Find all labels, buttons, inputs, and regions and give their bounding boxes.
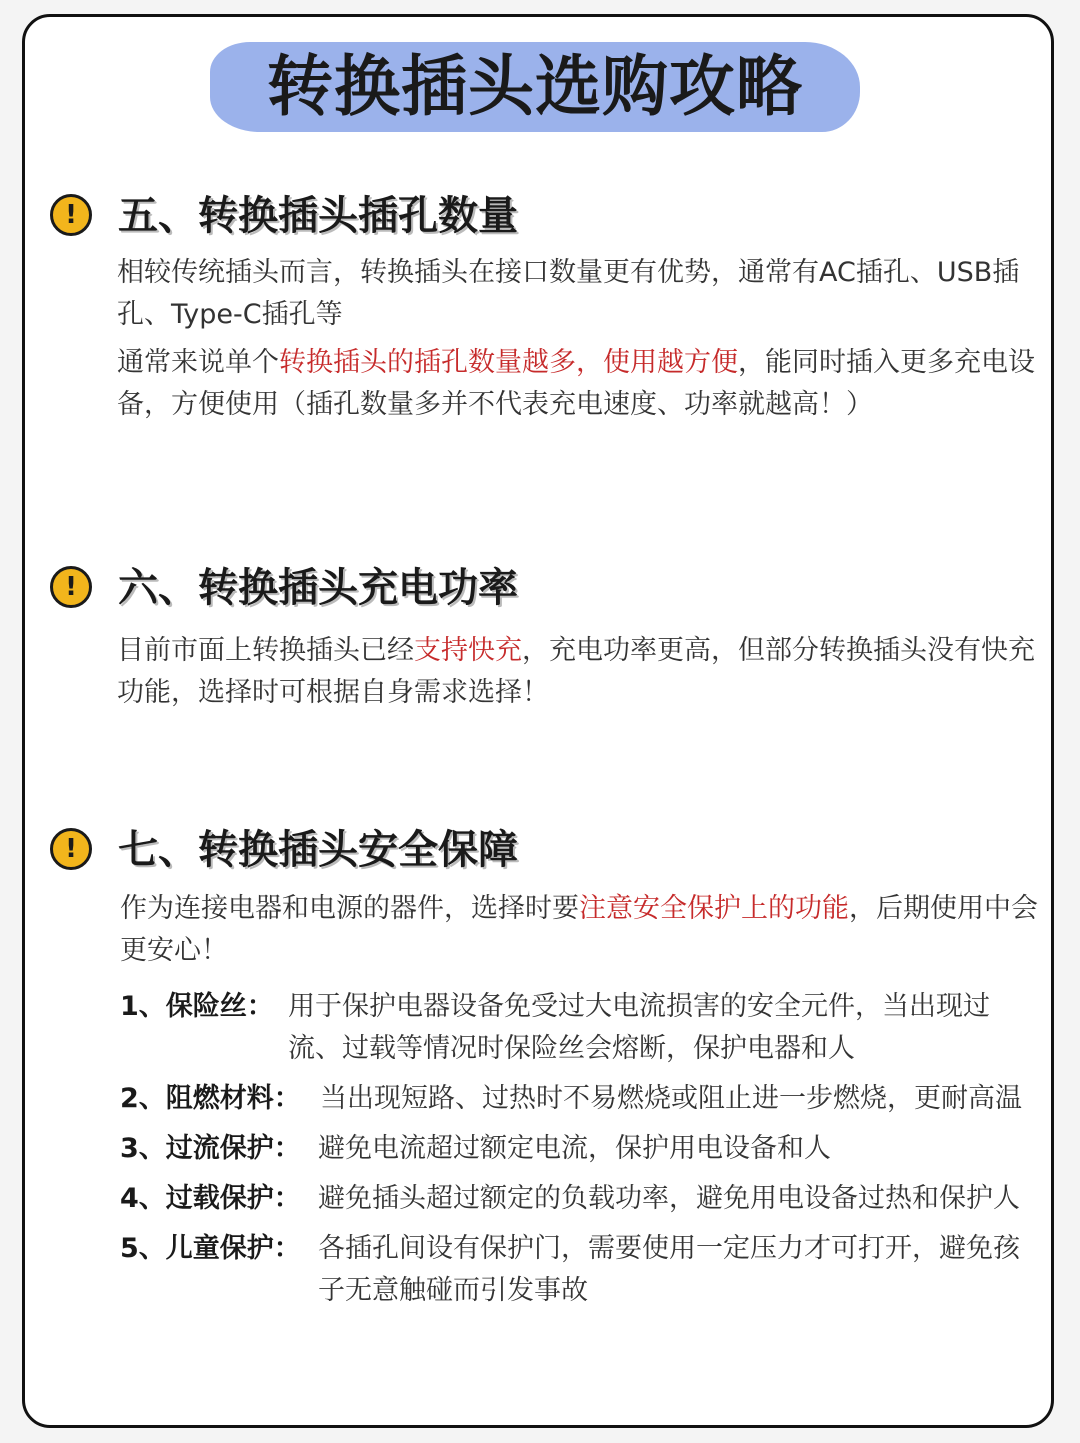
warning-icon: ! <box>50 194 92 236</box>
section-paragraph <box>117 630 1040 714</box>
item-label: 1、保险丝： <box>120 991 274 1022</box>
list-item <box>120 1078 1040 1120</box>
paragraph-text: 作为连接电器和电源的器件，选择时要 <box>120 893 579 924</box>
section-paragraph <box>120 888 1040 972</box>
safety-feature-list <box>120 986 1040 1312</box>
warning-icon: ! <box>50 828 92 870</box>
highlighted-text: 转换插头的插孔数量越多，使用越方便 <box>279 347 738 378</box>
page-title: 转换插头选购攻略 <box>267 48 803 125</box>
section-heading: 五、转换插头插孔数量 <box>118 193 518 239</box>
list-item <box>120 986 1040 1070</box>
item-label: 2、阻燃材料： <box>120 1083 301 1114</box>
list-item <box>120 1128 1040 1170</box>
list-item <box>120 1178 1040 1220</box>
section-heading: 七、转换插头安全保障 <box>118 827 518 873</box>
section-heading: 六、转换插头充电功率 <box>118 565 518 611</box>
item-text: 当出现短路、过热时不易燃烧或阻止进一步燃烧，更耐高温 <box>320 1083 1022 1114</box>
paragraph-text: ，后期使用中会更安心！ <box>120 893 1038 966</box>
paragraph-text: 通常来说单个 <box>117 347 279 378</box>
highlighted-text: 注意安全保护上的功能 <box>579 893 849 924</box>
item-text: 用于保护电器设备免受过大电流损害的安全元件，当出现过流、过载等情况时保险丝会熔断，保护电器和人 <box>288 991 990 1064</box>
section-charging-power <box>50 562 1040 720</box>
highlighted-text: 支持快充 <box>414 635 522 666</box>
item-text: 避免插头超过额定的负载功率，避免用电设备过热和保护人 <box>318 1183 1020 1214</box>
section-safety <box>50 824 1040 1320</box>
item-label: 4、过载保护： <box>120 1183 301 1214</box>
item-text: 避免电流超过额定电流，保护用电设备和人 <box>318 1133 831 1164</box>
paragraph-text: 目前市面上转换插头已经 <box>117 635 414 666</box>
paragraph-text: ，能同时插入更多充电设备，方便使用（插孔数量多并不代表充电速度、功率就越高！） <box>117 347 1035 420</box>
item-label: 5、儿童保护： <box>120 1233 301 1264</box>
item-label: 3、过流保护： <box>120 1133 301 1164</box>
item-text: 各插孔间设有保护门，需要使用一定压力才可打开，避免孩子无意触碰而引发事故 <box>318 1233 1020 1306</box>
section-paragraph <box>117 342 1040 426</box>
section-socket-count <box>50 190 1040 432</box>
warning-icon: ! <box>50 566 92 608</box>
title-area <box>210 32 860 142</box>
section-paragraph: 相较传统插头而言，转换插头在接口数量更有优势，通常有AC插孔、USB插孔、Type-C插孔等 <box>117 257 1020 330</box>
list-item <box>120 1228 1040 1312</box>
paragraph-text: ，充电功率更高，但部分转换插头没有快充功能，选择时可根据自身需求选择！ <box>117 635 1035 708</box>
